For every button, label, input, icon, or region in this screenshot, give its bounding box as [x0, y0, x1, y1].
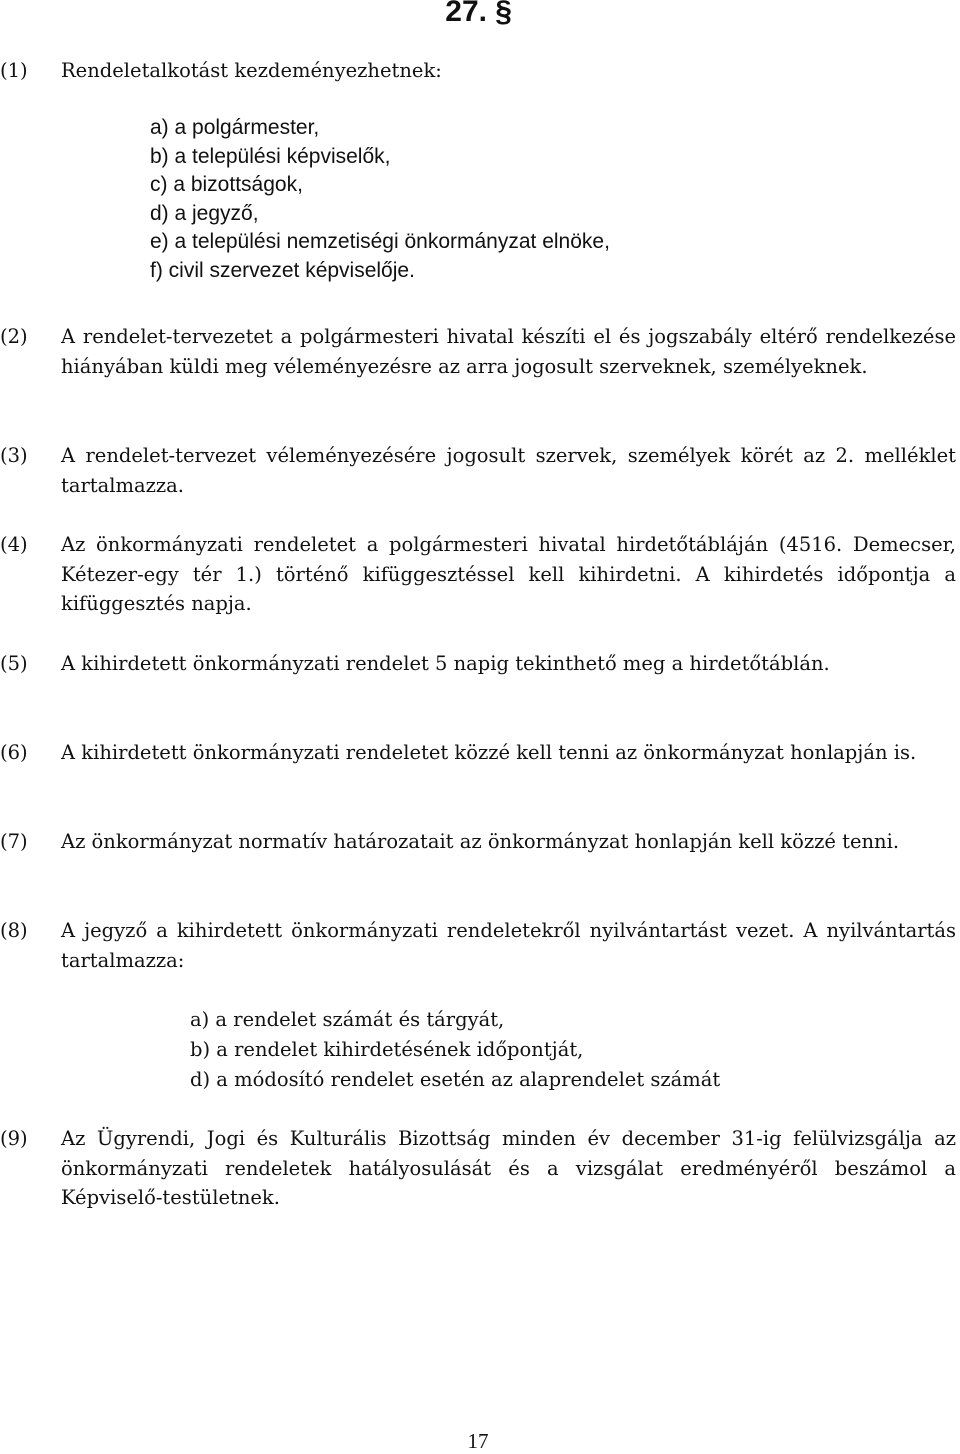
paragraph-text: A jegyző a kihirdetett önkormányzati rendeletekről nyilvántartást vezet. A nyilvántartás tartalmazza: [61, 919, 956, 972]
paragraph-8 [0, 916, 956, 975]
paragraph-text: A rendelet-tervezet véleményezésére jogosult szervek, személyek körét az 2. melléklet tartalmazza. [61, 444, 956, 497]
paragraph-text: A kihirdetett önkormányzati rendelet 5 napig tekinthető meg a hirdetőtáblán. [61, 652, 830, 675]
paragraph-2 [0, 322, 956, 381]
list-item: b) a települési képviselők, [150, 144, 391, 168]
paragraph-3 [0, 441, 956, 500]
paragraph-number: (8) [0, 919, 28, 942]
paragraph-text: A kihirdetett önkormányzati rendeletet közzé kell tenni az önkormányzat honlapján is. [61, 741, 917, 764]
paragraph-number: (2) [0, 325, 28, 348]
list-item: b) a rendelet kihirdetésének időpontját, [190, 1038, 584, 1061]
registry-contents-list [190, 1005, 720, 1095]
list-item: a) a polgármester, [150, 116, 320, 139]
list-item: d) a jegyző, [150, 201, 259, 225]
list-item: d) a módosító rendelet esetén az alaprendelet számát [190, 1068, 721, 1091]
paragraph-number: (1) [0, 59, 28, 82]
paragraph-9 [0, 1124, 956, 1213]
list-item: c) a bizottságok, [150, 173, 303, 197]
paragraph-number: (5) [0, 652, 28, 675]
paragraph-text: Rendeletalkotást kezdeményezhetnek: [61, 59, 442, 82]
paragraph-text: A rendelet-tervezetet a polgármesteri hivatal készíti el és jogszabály eltérő rendelkezése hiányában küldi meg véleményezésre az arra jogosult szerveknek, személyeknek. [61, 325, 956, 378]
page-number: 17 [467, 1429, 489, 1453]
section-heading: 27. § [445, 0, 512, 28]
list-item: a) a rendelet számát és tárgyát, [190, 1008, 505, 1031]
paragraph-text: Az önkormányzati rendeletet a polgármesteri hivatal hirdetőtábláján (4516. Demecser, Kétezer-egy tér 1.) történő kifüggesztéssel kell kihirdetni. A kihirdetés időpontja a kifüggesztés napja. [61, 533, 956, 615]
paragraph-number: (4) [0, 533, 28, 556]
paragraph-7 [0, 827, 956, 857]
paragraph-text: Az önkormányzat normatív határozatait az önkormányzat honlapján kell közzé tenni. [61, 830, 900, 853]
paragraph-1 [0, 56, 956, 86]
paragraph-number: (9) [0, 1127, 28, 1150]
list-item: f) civil szervezet képviselője. [150, 258, 415, 282]
paragraph-text: Az Ügyrendi, Jogi és Kulturális Bizottság minden év december 31-ig felülvizsgálja az önkormányzati rendeletek hatályosulását és a vizsgálat eredményéről beszámol a Képviselő-testületnek. [61, 1127, 956, 1209]
initiators-list [150, 114, 610, 286]
paragraph-4 [0, 530, 956, 619]
paragraph-number: (6) [0, 741, 28, 764]
paragraph-5 [0, 649, 956, 679]
paragraph-number: (7) [0, 830, 28, 853]
paragraph-6 [0, 738, 956, 768]
paragraph-number: (3) [0, 444, 28, 467]
list-item: e) a települési nemzetiségi önkormányzat elnöke, [150, 230, 610, 254]
